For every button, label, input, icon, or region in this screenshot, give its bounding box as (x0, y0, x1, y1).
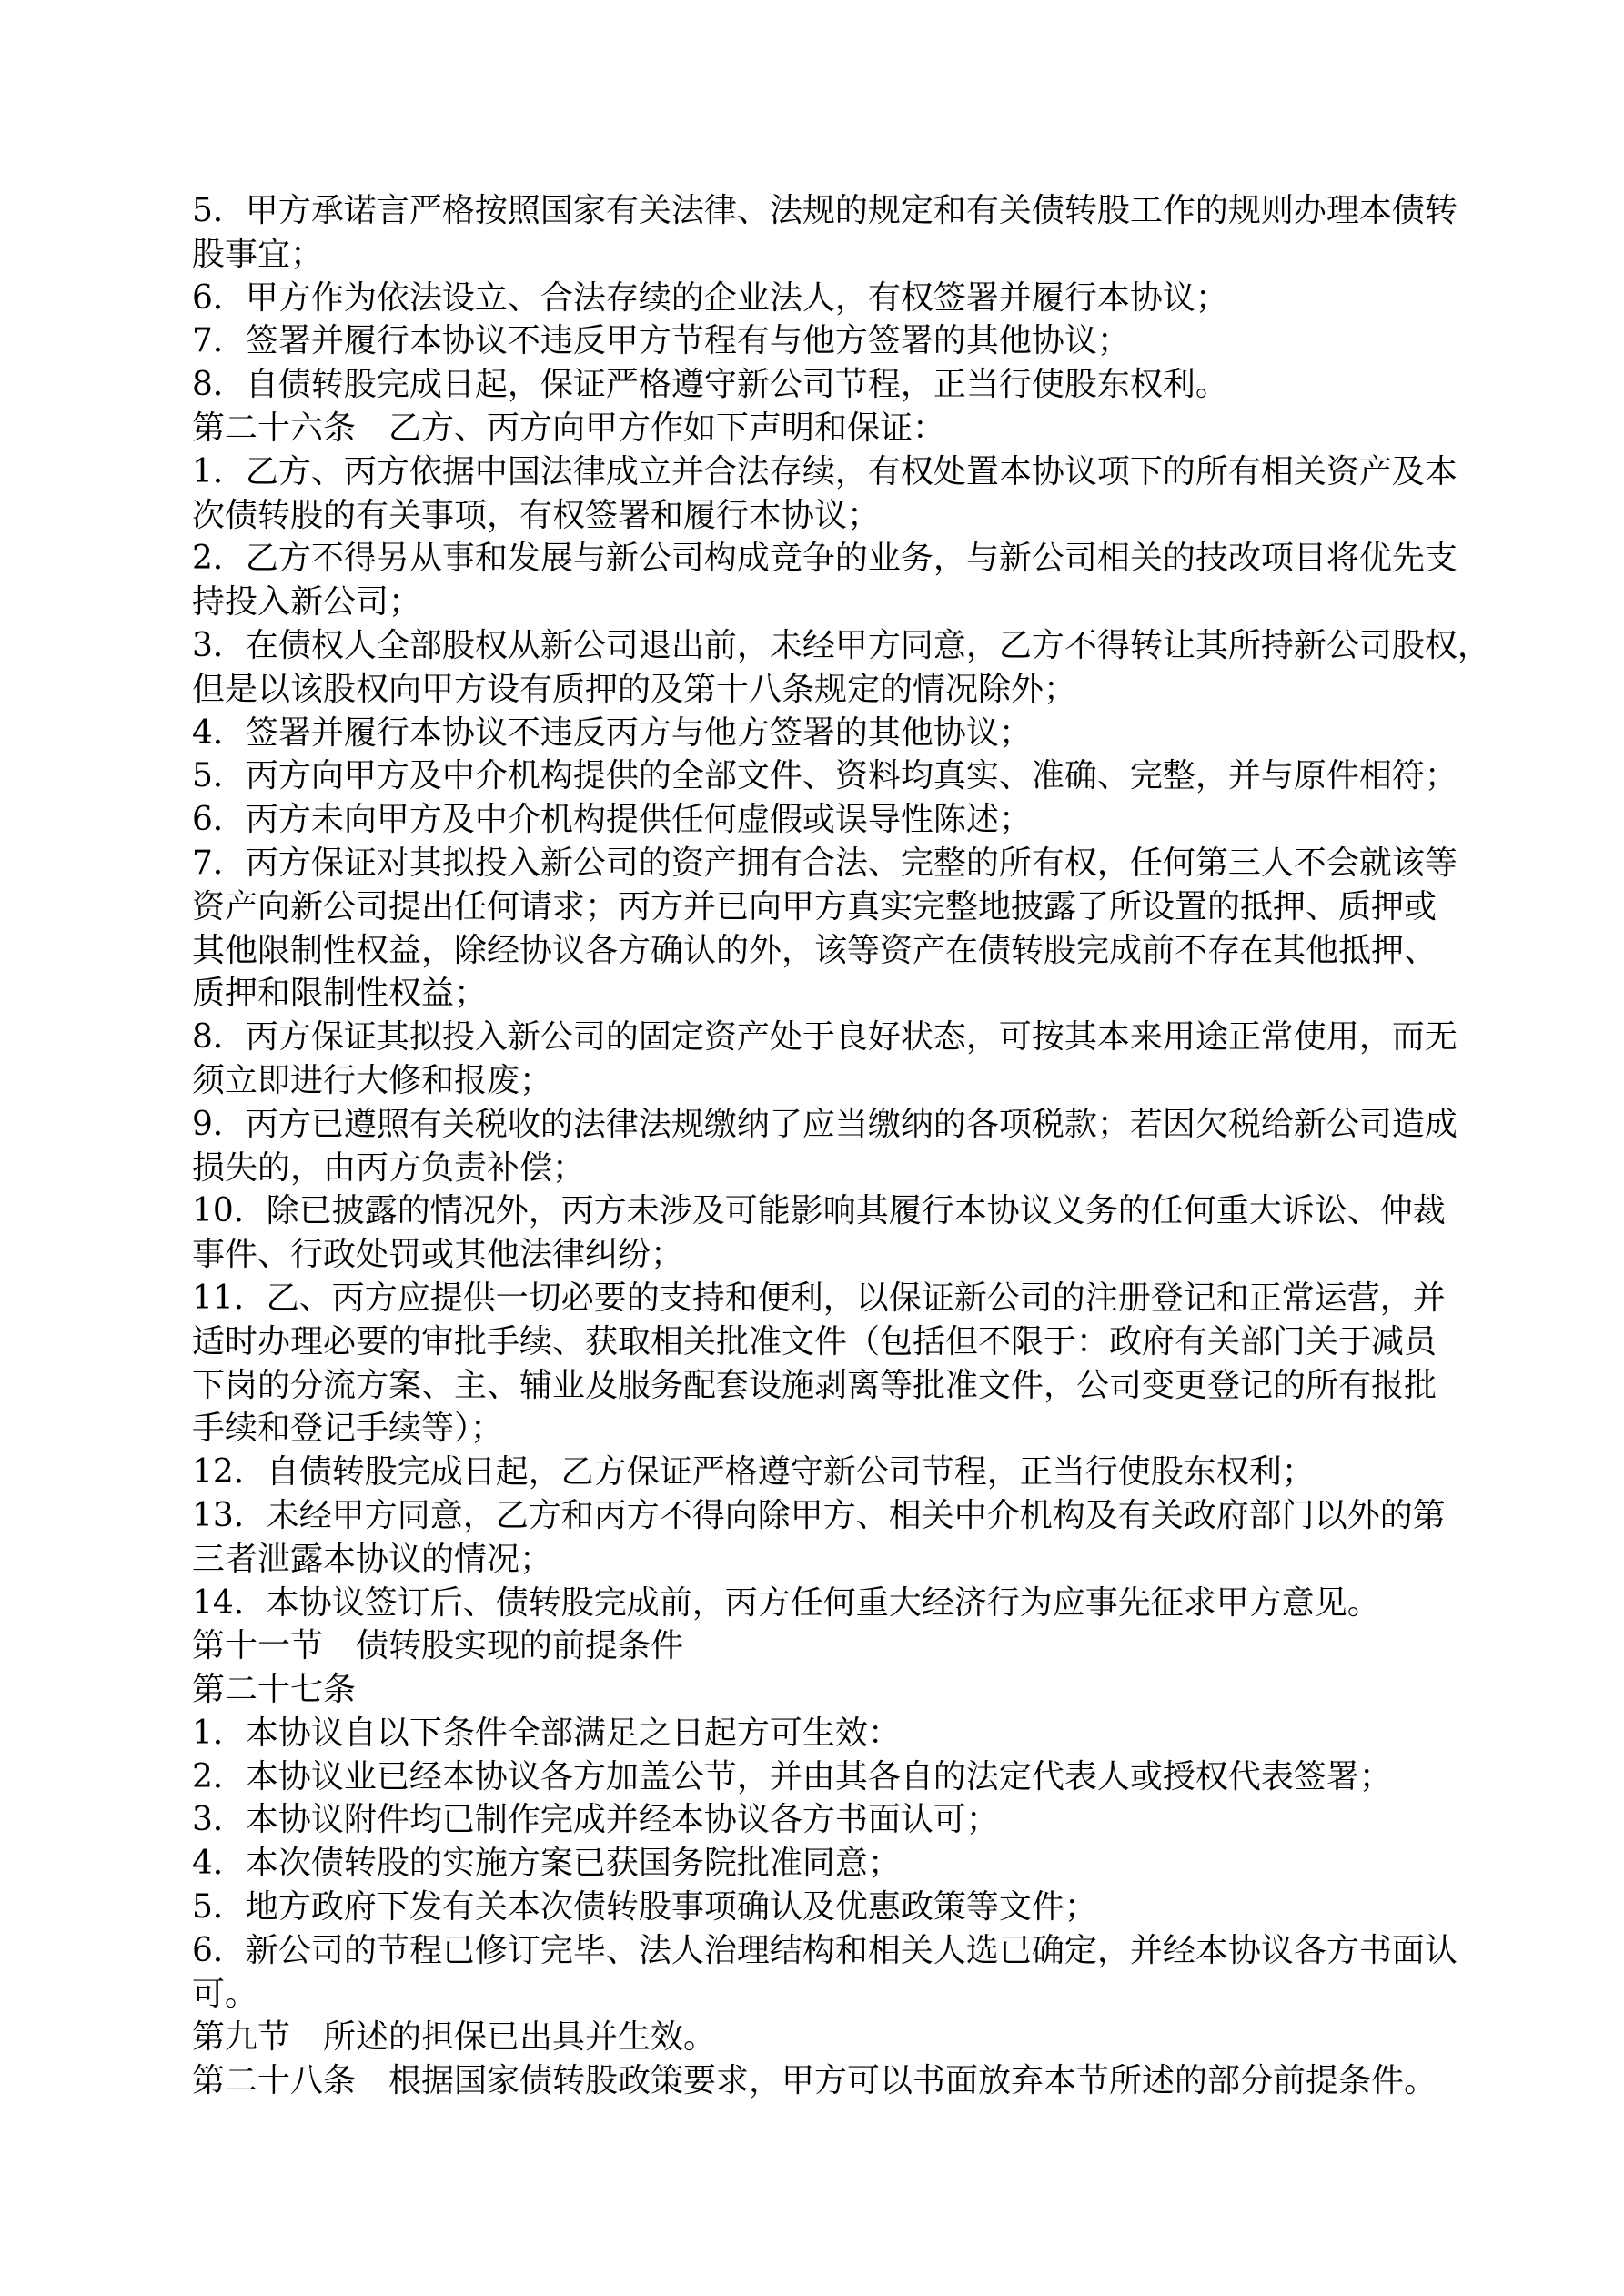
text-line: 3．在债权人全部股权从新公司退出前，未经甲方同意，乙方不得转让其所持新公司股权， (192, 626, 1490, 664)
text-line: 第二十六条 乙方、丙方向甲方作如下声明和保证： (192, 409, 946, 447)
text-line: 14．本协议签订后、债转股完成前，丙方任何重大经济行为应事先征求甲方意见。 (192, 1583, 1380, 1622)
text-line: 6．新公司的节程已修订完毕、法人治理结构和相关人选已确定，并经本协议各方书面认 (192, 1931, 1458, 1969)
text-line: 下岗的分流方案、主、辅业及服务配套设施剥离等批准文件，公司变更登记的所有报批 (192, 1366, 1437, 1404)
text-line: 持投入新公司； (192, 583, 422, 622)
text-line: 第二十八条 根据国家债转股政策要求，甲方可以书面放弃本节所述的部分前提条件。 (192, 2062, 1437, 2100)
text-line: 其他限制性权益，除经协议各方确认的外，该等资产在债转股完成前不存在其他抵押、 (192, 931, 1437, 969)
text-line: 5．甲方承诺言严格按照国家有关法律、法规的规定和有关债转股工作的规则办理本债转 (192, 192, 1458, 229)
text-line: 4．签署并履行本协议不违反丙方与他方签署的其他协议； (192, 713, 1032, 752)
text-line: 9．丙方已遵照有关税收的法律法规缴纳了应当缴纳的各项税款；若因欠税给新公司造成 (192, 1105, 1458, 1143)
text-line: 适时办理必要的审批手续、获取相关批准文件（包括但不限于：政府有关部门关于减员 (192, 1322, 1437, 1360)
text-line: 5．丙方向甲方及中介机构提供的全部文件、资料均真实、准确、完整，并与原件相符； (192, 757, 1458, 795)
text-line: 1．乙方、丙方依据中国法律成立并合法存续，有权处置本协议项下的所有相关资产及本 (192, 452, 1458, 491)
text-line: 5．地方政府下发有关本次债转股事项确认及优惠政策等文件； (192, 1888, 1097, 1927)
text-line: 12．自债转股完成日起，乙方保证严格遵守新公司节程，正当行使股东权利； (192, 1453, 1315, 1492)
text-line: 须立即进行大修和报废； (192, 1061, 553, 1099)
text-line: 资产向新公司提出任何请求；丙方并已向甲方真实完整地披露了所设置的抵押、质押或 (192, 887, 1437, 925)
text-line: 4．本次债转股的实施方案已获国务院批准同意； (192, 1845, 901, 1883)
text-line: 但是以该股权向甲方设有质押的及第十八条规定的情况除外； (192, 670, 1077, 708)
text-line: 次债转股的有关事项，有权签署和履行本协议； (192, 496, 881, 534)
text-line: 股事宜； (192, 235, 324, 273)
text-line: 事件、行政处罚或其他法律纠纷； (192, 1236, 684, 1274)
text-line: 手续和登记手续等）； (192, 1410, 504, 1448)
text-line: 8．自债转股完成日起，保证严格遵守新公司节程，正当行使股东权利。 (192, 366, 1228, 404)
text-line: 第九节 所述的担保已出具并生效。 (192, 2018, 717, 2057)
text-line: 11．乙、丙方应提供一切必要的支持和便利，以保证新公司的注册登记和正常运营，并 (192, 1279, 1446, 1317)
text-line: 1．本协议自以下条件全部满足之日起方可生效： (192, 1714, 901, 1752)
text-line: 2．本协议业已经本协议各方加盖公节，并由其各自的法定代表人或授权代表签署； (192, 1757, 1392, 1795)
text-line: 质押和限制性权益； (192, 975, 488, 1013)
text-line: 3．本协议附件均已制作完成并经本协议各方书面认可； (192, 1801, 999, 1839)
text-line: 6．甲方作为依法设立、合法存续的企业法人，有权签署并履行本协议； (192, 278, 1228, 317)
text-line: 损失的，由丙方负责补偿； (192, 1148, 586, 1187)
text-line: 8．丙方保证其拟投入新公司的固定资产处于良好状态，可按其本来用途正常使用，而无 (192, 1018, 1458, 1057)
text-line: 第二十七条 (192, 1671, 357, 1709)
text-line: 第十一节 债转股实现的前提条件 (192, 1627, 684, 1665)
text-line: 三者泄露本协议的情况； (192, 1540, 553, 1578)
document-body (192, 189, 1490, 2103)
text-line: 13．未经甲方同意，乙方和丙方不得向除甲方、相关中介机构及有关政府部门以外的第 (192, 1496, 1446, 1534)
text-line: 7．签署并履行本协议不违反甲方节程有与他方签署的其他协议； (192, 322, 1130, 360)
text-line: 可。 (192, 1975, 258, 2013)
text-line: 2．乙方不得另从事和发展与新公司构成竞争的业务，与新公司相关的技改项目将优先支 (192, 540, 1458, 578)
text-line: 10．除已披露的情况外，丙方未涉及可能影响其履行本协议义务的任何重大诉讼、仲裁 (192, 1192, 1446, 1230)
text-line: 7．丙方保证对其拟投入新公司的资产拥有合法、完整的所有权，任何第三人不会就该等 (192, 844, 1458, 882)
text-line: 6．丙方未向甲方及中介机构提供任何虚假或误导性陈述； (192, 801, 1032, 839)
